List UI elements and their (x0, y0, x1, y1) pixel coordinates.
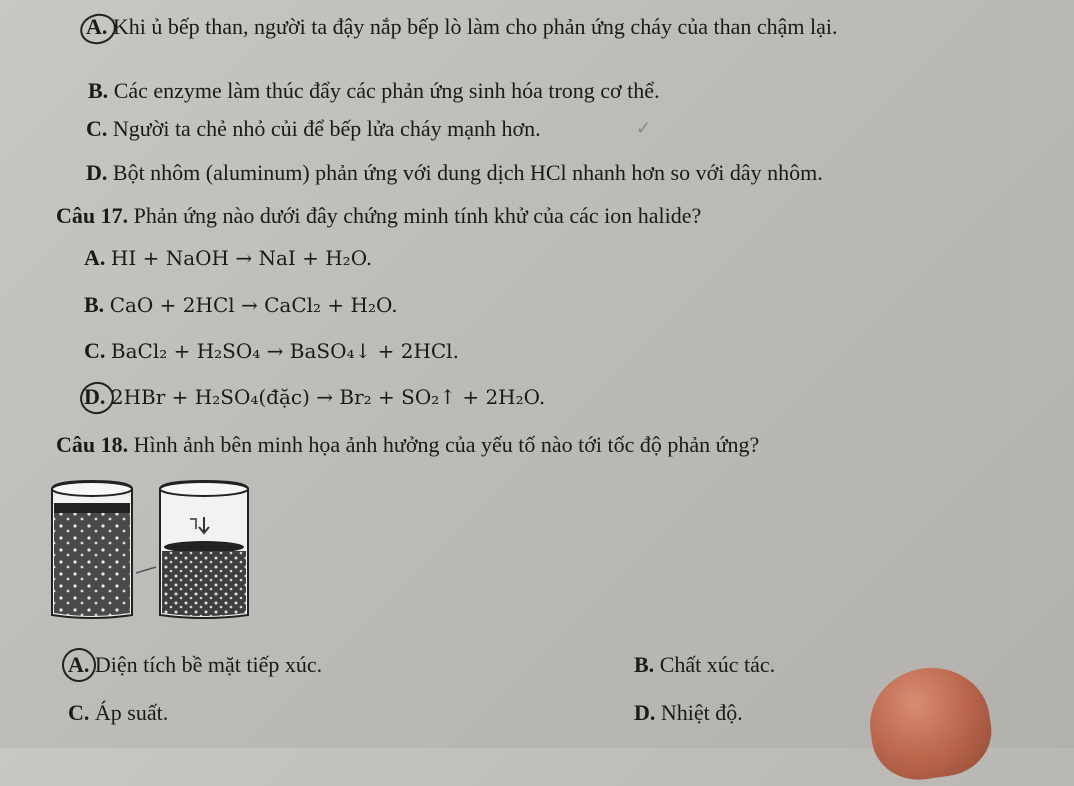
equation: CaO + 2HCl → CaCl₂ + H₂O. (109, 293, 398, 317)
option-text: Bột nhôm (aluminum) phản ứng với dung dịch HCl nhanh hơn so với dây nhôm. (107, 160, 823, 185)
question-text: Phản ứng nào dưới đây chứng minh tính khử của các ion halide? (128, 203, 702, 228)
prev-option-a (86, 14, 838, 40)
prev-option-c (86, 116, 541, 142)
option-text: Khi ủ bếp than, người ta đậy nắp bếp lò làm cho phản ứng cháy của than chậm lại. (107, 14, 838, 39)
option-text: Nhiệt độ. (655, 700, 743, 725)
check-mark-icon: ✓ (636, 118, 652, 139)
option-text: Áp suất. (89, 700, 169, 725)
option-label: A. (86, 14, 108, 39)
option-label: A. (84, 245, 106, 270)
prev-option-d (86, 160, 823, 186)
question-number: Câu 18. (56, 432, 129, 457)
equation: BaCl₂ + H₂SO₄ → BaSO₄↓ + 2HCl. (110, 339, 459, 363)
option-label: C. (84, 338, 106, 363)
question-17 (56, 203, 701, 229)
option-text: Diện tích bề mặt tiếp xúc. (89, 652, 323, 677)
q18-option-c (68, 700, 168, 726)
option-label: D. (86, 160, 108, 185)
q17-option-a (84, 245, 372, 271)
option-label: D. (84, 384, 106, 409)
question-text: Hình ảnh bên minh họa ảnh hưởng của yếu tố nào tới tốc độ phản ứng? (128, 432, 760, 457)
option-text: Chất xúc tác. (654, 652, 776, 677)
option-label: D. (634, 700, 656, 725)
option-label: B. (84, 292, 105, 317)
equation: 2HBr + H₂SO₄(đặc) → Br₂ + SO₂↑ + 2H₂O. (110, 385, 546, 409)
answer-circle (58, 644, 100, 686)
option-label: B. (634, 652, 655, 677)
option-text: Các enzyme làm thúc đẩy các phản ứng sinh hóa trong cơ thể. (108, 78, 660, 103)
beaker-right (160, 481, 248, 618)
question-18 (56, 432, 759, 458)
prev-option-b (88, 78, 660, 104)
q17-option-c (84, 338, 459, 364)
beakers-illustration (44, 475, 259, 625)
option-label: A. (68, 652, 90, 677)
q18-option-b (634, 652, 775, 678)
q17-option-d (84, 384, 545, 410)
q17-option-b (84, 292, 398, 318)
equation: HI + NaOH → NaI + H₂O. (110, 246, 373, 270)
option-label: C. (86, 116, 108, 141)
fingertip-image (863, 660, 997, 786)
q18-option-a (68, 652, 322, 678)
beaker-left (52, 481, 132, 618)
question-number: Câu 17. (56, 203, 129, 228)
option-text: Người ta chẻ nhỏ củi để bếp lửa cháy mạnh hơn. (107, 116, 541, 141)
option-label: C. (68, 700, 90, 725)
option-label: B. (88, 78, 109, 103)
q18-option-d (634, 700, 743, 726)
